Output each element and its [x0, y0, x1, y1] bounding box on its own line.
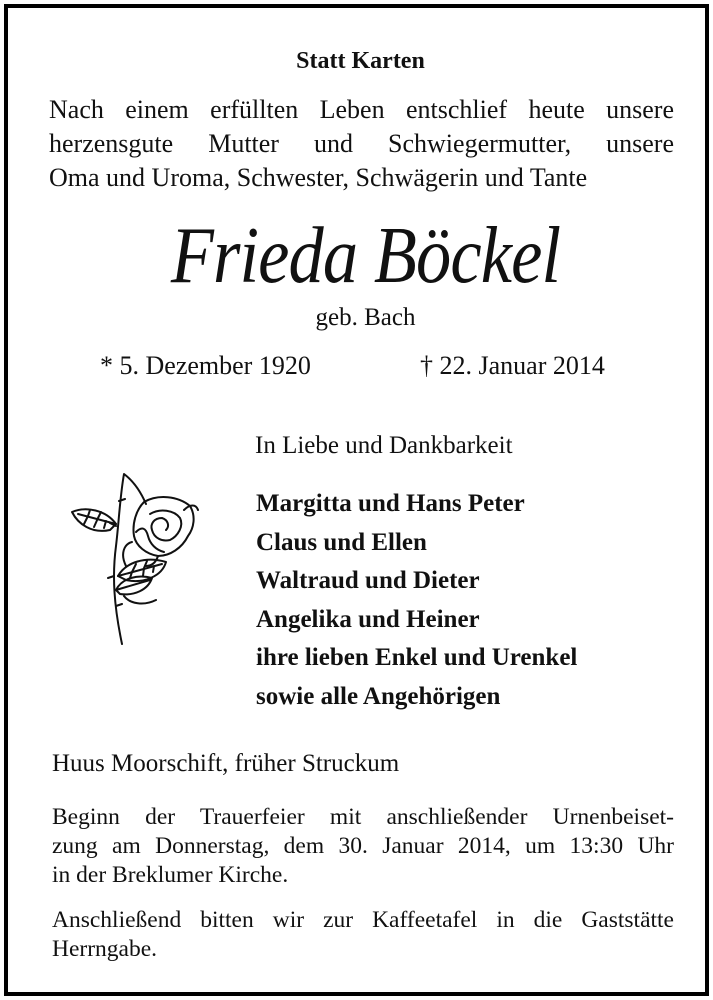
- dedication-text: In Liebe und Dankbarkeit: [255, 432, 513, 459]
- maiden-name: geb. Bach: [315, 304, 416, 331]
- mourner-line: ihre lieben Enkel und Urenkel: [256, 644, 578, 671]
- service-line: Beginn der Trauerfeier mit anschließender Urnenbeiset-: [52, 804, 674, 830]
- notice-heading: Statt Karten: [296, 48, 425, 74]
- mourner-line: Claus und Ellen: [256, 528, 427, 556]
- mourners-list: [256, 485, 577, 716]
- death-date: † 22. Januar 2014: [420, 351, 605, 380]
- mourner-line: sowie alle Angehörigen: [256, 682, 501, 710]
- mourner-line: Angelika und Heiner: [256, 605, 480, 633]
- mourner-line: Margitta und Hans Peter: [256, 490, 525, 517]
- residence-text: Huus Moorschift, früher Struckum: [52, 750, 400, 777]
- birth-date: * 5. Dezember 1920: [100, 351, 311, 380]
- reception-line: Anschließend bitten wir zur Kaffeetafel in die Gaststätte: [52, 907, 674, 933]
- deceased-name: Frieda Böckel: [170, 212, 561, 300]
- rose-icon: [66, 466, 206, 648]
- reception-line: Herrngabe.: [52, 936, 158, 962]
- mourner-line: Waltraud und Dieter: [256, 567, 480, 594]
- notice-frame: [4, 4, 709, 996]
- intro-line: Oma und Uroma, Schwester, Schwägerin und Tante: [49, 163, 588, 192]
- intro-line: Nach einem erfüllten Leben entschlief heute unsere: [49, 95, 674, 124]
- service-line: in der Breklumer Kirche.: [52, 862, 289, 888]
- service-line: zung am Donnerstag, dem 30. Januar 2014, um 13:30 Uhr: [52, 833, 674, 859]
- service-text: [52, 803, 674, 890]
- intro-line: herzensgute Mutter und Schwiegermutter, unsere: [49, 129, 674, 158]
- reception-text: [52, 906, 674, 964]
- intro-text: [49, 93, 674, 195]
